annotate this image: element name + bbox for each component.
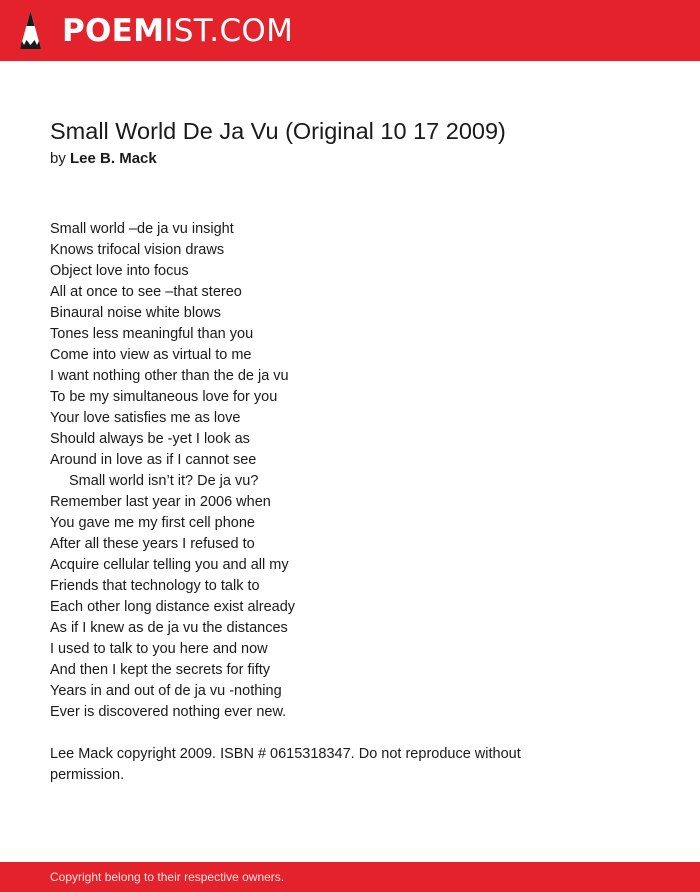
poem-line: All at once to see –that stereo xyxy=(50,284,242,300)
poem-line: Object love into focus xyxy=(50,263,189,279)
poem-line: Around in love as if I cannot see xyxy=(50,452,257,468)
poem-line: Binaural noise white blows xyxy=(50,305,221,321)
author-name: Lee B. Mack xyxy=(70,150,157,167)
poem-line: Each other long distance exist already xyxy=(50,599,296,615)
site-footer xyxy=(0,862,700,892)
site-logo-link[interactable] xyxy=(62,14,293,48)
byline xyxy=(50,149,157,169)
poem-line: Small world –de ja vu insight xyxy=(50,221,234,237)
poem-line: Your love satisfies me as love xyxy=(50,410,241,426)
poem-line: As if I knew as de ja vu the distances xyxy=(50,620,288,636)
poem-line: I used to talk to you here and now xyxy=(50,641,268,657)
poem-body xyxy=(50,219,650,786)
poem-line: I want nothing other than the de ja vu xyxy=(50,368,289,384)
footer-copyright: Copyright belong to their respective owners. xyxy=(50,870,285,884)
poem-line: Come into view as virtual to me xyxy=(50,347,252,363)
pencil-tip-icon[interactable] xyxy=(18,9,43,51)
poem-line: To be my simultaneous love for you xyxy=(50,389,278,405)
brand-bold-text: POEM xyxy=(62,13,165,49)
by-prefix: by xyxy=(50,150,66,167)
poem-line: Small world isn’t it? De ja vu? xyxy=(69,473,259,489)
copyright-notice: Lee Mack copyright 2009. ISBN # 0615318347. Do not reproduce without permission. xyxy=(50,746,521,783)
poem-line: Years in and out of de ja vu -nothing xyxy=(50,683,282,699)
poem-line: Should always be -yet I look as xyxy=(50,431,250,447)
poem-line: Ever is discovered nothing ever new. xyxy=(50,704,287,720)
poem-line: And then I kept the secrets for fifty xyxy=(50,662,271,678)
poem-line: You gave me my first cell phone xyxy=(50,515,255,531)
poem-line: After all these years I refused to xyxy=(50,536,255,552)
poem-line: Remember last year in 2006 when xyxy=(50,494,271,510)
poem-line: Knows trifocal vision draws xyxy=(50,242,225,258)
site-header xyxy=(0,0,700,61)
poem-line: Acquire cellular telling you and all my xyxy=(50,557,289,573)
poem-line: Tones less meaningful than you xyxy=(50,326,254,342)
poem-title: Small World De Ja Vu (Original 10 17 2009) xyxy=(50,118,506,144)
stanza-gap xyxy=(50,723,650,744)
brand-light-text: IST.COM xyxy=(164,13,294,49)
poem-line: Friends that technology to talk to xyxy=(50,578,260,594)
